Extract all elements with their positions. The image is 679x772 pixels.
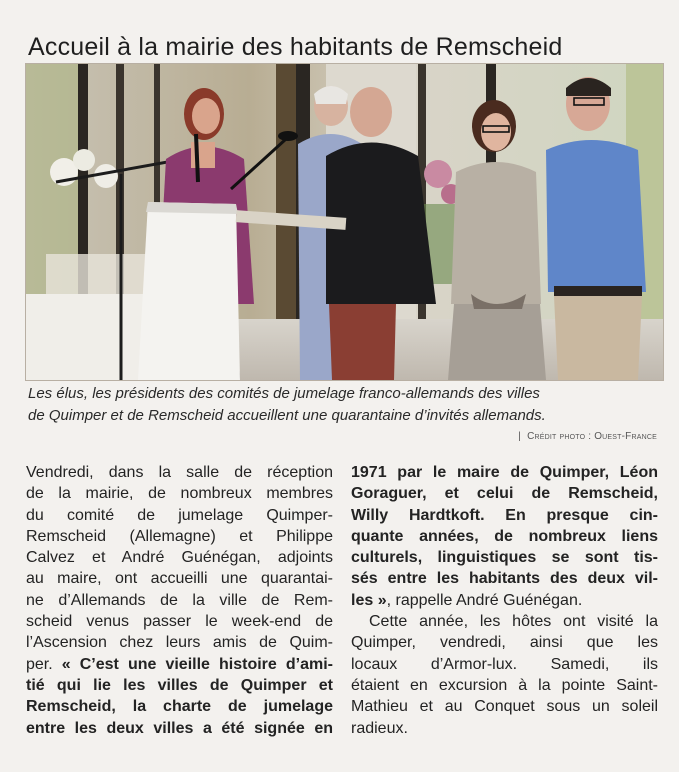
body-line: de la mairie, de nombreux membres — [26, 485, 333, 503]
quote-line: tié qui lie les villes de Quimper et — [26, 676, 333, 694]
body-line: Mathieu et au Conquet sous un soleil — [351, 698, 658, 716]
reception-photo-illustration — [26, 64, 663, 380]
quote-line: entre les deux villes a été signée en — [26, 719, 333, 737]
body-line: Remscheid (Allemagne) et Philippe — [26, 527, 333, 545]
body-line: Quimper, vendredi, ainsi que les — [351, 634, 658, 652]
caption-line: Les élus, les présidents des comités de jumelage franco-allemands des villes — [28, 385, 540, 402]
credit-label: Crédit photo : — [527, 431, 592, 442]
caption-line: de Quimper et de Remscheid accueillent une quarantaine d’invités allemands. — [28, 407, 546, 424]
quote-line: quante années, de nombreux liens — [351, 527, 658, 545]
body-line: les », rappelle André Guénégan. — [351, 591, 583, 609]
body-line: radieux. — [351, 719, 408, 737]
article-headline: Accueil à la mairie des habitants de Remscheid — [28, 32, 563, 61]
quote-line: Goraguer, et celui de Remscheid, — [351, 485, 658, 503]
body-line: scheid venus passer le week-end de — [26, 613, 333, 631]
body-line: l’Ascension chez leurs amis de Quim- — [26, 634, 333, 652]
quote-line: culturels, linguistiques se sont tis- — [351, 549, 658, 567]
quote-line: sés entre les habitants des deux vil- — [351, 570, 658, 588]
article-body-right-column — [351, 462, 658, 739]
photo-caption — [28, 383, 659, 427]
quote-text: les » — [351, 591, 387, 609]
credit-source: Ouest-France — [594, 431, 657, 442]
article-body-left-column — [26, 462, 333, 739]
body-line: locaux d’Armor-lux. Samedi, ils — [351, 655, 658, 673]
body-line: étaient en excursion à la pointe Saint- — [351, 676, 658, 694]
quote-line: Willy Hardtkoft. En presque cin- — [351, 506, 658, 524]
body-line: ne d’Allemands de la ville de Rem- — [26, 591, 333, 609]
quote-text: « C’est une vieille histoire d’ami- — [61, 655, 333, 673]
body-line: Vendredi, dans la salle de réception — [26, 464, 333, 481]
quote-line: Remscheid, la charte de jumelage — [26, 698, 333, 716]
body-line: per. « C’est une vieille histoire d’ami- — [26, 655, 333, 673]
quote-line: 1971 par le maire de Quimper, Léon — [351, 464, 658, 481]
body-line: Cette année, les hôtes ont visité la — [369, 613, 658, 631]
body-line: au maire, ont accueilli une quarantai- — [26, 570, 333, 588]
credit-separator: | — [518, 431, 522, 442]
photo-credit — [518, 431, 657, 442]
article-photo — [25, 63, 664, 381]
body-line: Calvez et André Guénégan, adjoints — [26, 549, 333, 567]
body-line: du comité de jumelage Quimper- — [26, 506, 333, 524]
